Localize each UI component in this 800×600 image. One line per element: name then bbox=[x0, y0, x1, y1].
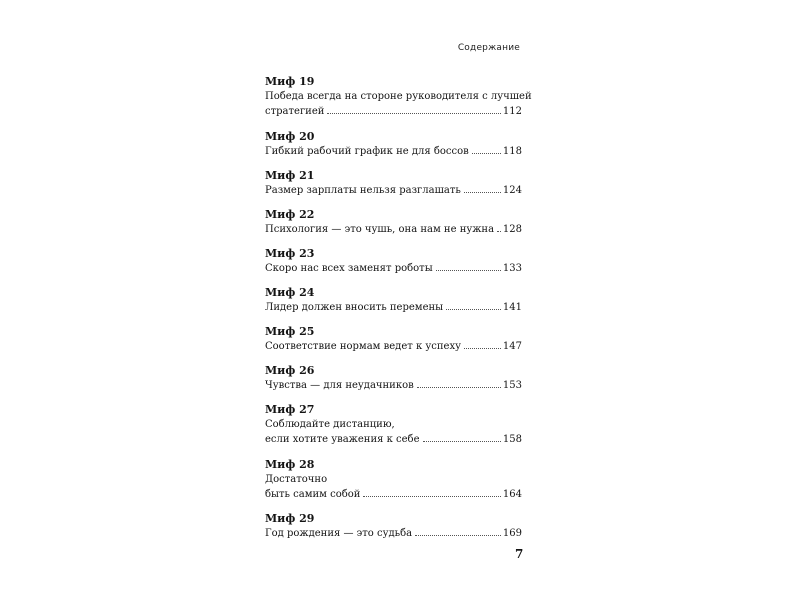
toc-page-number: 124 bbox=[502, 185, 522, 196]
dot-leader bbox=[472, 152, 501, 154]
toc-entry[interactable] bbox=[265, 74, 532, 119]
toc-entry-line bbox=[265, 104, 522, 119]
toc-entry-title: Миф 27 bbox=[265, 403, 315, 416]
toc-entry-text: Психология — это чушь, она нам не нужна bbox=[265, 224, 495, 235]
toc-entry-text: Размер зарплаты нельзя разглашать bbox=[265, 185, 461, 196]
toc-entry-text: Соблюдайте дистанцию, bbox=[265, 419, 395, 430]
toc-entry-line bbox=[265, 222, 522, 237]
toc-entry[interactable] bbox=[265, 402, 522, 447]
toc-entry-line bbox=[265, 487, 522, 502]
toc-page-number: 133 bbox=[502, 263, 522, 274]
dot-leader bbox=[417, 386, 501, 388]
running-head: Содержание bbox=[457, 43, 520, 53]
toc-page-number: 112 bbox=[502, 106, 522, 117]
toc-entry[interactable] bbox=[265, 207, 522, 237]
toc-entry-line bbox=[265, 183, 522, 198]
dot-leader bbox=[363, 495, 500, 497]
toc-entry-title: Миф 21 bbox=[265, 169, 315, 182]
toc-entry-line bbox=[265, 339, 522, 354]
toc-page-number: 141 bbox=[502, 302, 522, 313]
toc-entry-line bbox=[265, 472, 522, 487]
toc-entry-title: Миф 23 bbox=[265, 247, 315, 260]
toc-entry-line bbox=[265, 89, 532, 104]
dot-leader bbox=[327, 112, 500, 114]
toc-entry-line bbox=[265, 300, 522, 315]
toc-page-number: 118 bbox=[502, 146, 522, 157]
toc-entry-line bbox=[265, 261, 522, 276]
toc-entry-title: Миф 22 bbox=[265, 208, 315, 221]
toc-page-number: 169 bbox=[502, 528, 522, 539]
toc-entry[interactable] bbox=[265, 246, 522, 276]
toc-entry-text: Достаточно bbox=[265, 474, 328, 485]
toc-page-number: 147 bbox=[502, 341, 522, 352]
toc-entry-text: Скоро нас всех заменят роботы bbox=[265, 263, 433, 274]
dot-leader bbox=[446, 308, 501, 310]
toc-entry-text: если хотите уважения к себе bbox=[265, 434, 420, 445]
toc-page-number: 128 bbox=[502, 224, 522, 235]
toc-entry-title: Миф 29 bbox=[265, 512, 315, 525]
toc-entry[interactable] bbox=[265, 324, 522, 354]
toc-entry[interactable] bbox=[265, 285, 522, 315]
toc-entry-text: Лидер должен вносить перемены bbox=[265, 302, 444, 313]
toc-entry-line bbox=[265, 417, 522, 432]
page-number: 7 bbox=[515, 547, 524, 561]
table-of-contents bbox=[265, 74, 532, 541]
toc-entry-text: быть самим собой bbox=[265, 489, 361, 500]
toc-entry[interactable] bbox=[265, 129, 522, 159]
toc-entry-text: Год рождения — это судьба bbox=[265, 528, 413, 539]
toc-entry-line bbox=[265, 432, 522, 447]
dot-leader bbox=[415, 534, 501, 536]
toc-entry[interactable] bbox=[265, 363, 522, 393]
dot-leader bbox=[464, 191, 501, 193]
dot-leader bbox=[464, 347, 501, 349]
toc-entry-line bbox=[265, 526, 522, 541]
toc-page-number: 158 bbox=[502, 434, 522, 445]
dot-leader bbox=[423, 440, 501, 442]
toc-entry-line bbox=[265, 144, 522, 159]
toc-entry-text: стратегией bbox=[265, 106, 325, 117]
toc-entry[interactable] bbox=[265, 168, 522, 198]
toc-entry-line bbox=[265, 378, 522, 393]
toc-entry-title: Миф 24 bbox=[265, 286, 315, 299]
toc-entry-title: Миф 20 bbox=[265, 130, 315, 143]
toc-entry-title: Миф 28 bbox=[265, 458, 315, 471]
toc-entry-title: Миф 26 bbox=[265, 364, 315, 377]
toc-entry-text: Соответствие нормам ведет к успеху bbox=[265, 341, 461, 352]
toc-entry-title: Миф 19 bbox=[265, 75, 315, 88]
toc-entry-text: Чувства — для неудачников bbox=[265, 380, 414, 391]
dot-leader bbox=[436, 269, 501, 271]
toc-page-number: 164 bbox=[502, 489, 522, 500]
dot-leader bbox=[497, 230, 501, 232]
toc-entry-title: Миф 25 bbox=[265, 325, 315, 338]
toc-entry[interactable] bbox=[265, 457, 522, 502]
toc-entry-text: Победа всегда на стороне руководителя с лучшей bbox=[265, 91, 532, 102]
toc-entry-text: Гибкий рабочий график не для боссов bbox=[265, 146, 469, 157]
toc-entry[interactable] bbox=[265, 511, 522, 541]
toc-page-number: 153 bbox=[502, 380, 522, 391]
